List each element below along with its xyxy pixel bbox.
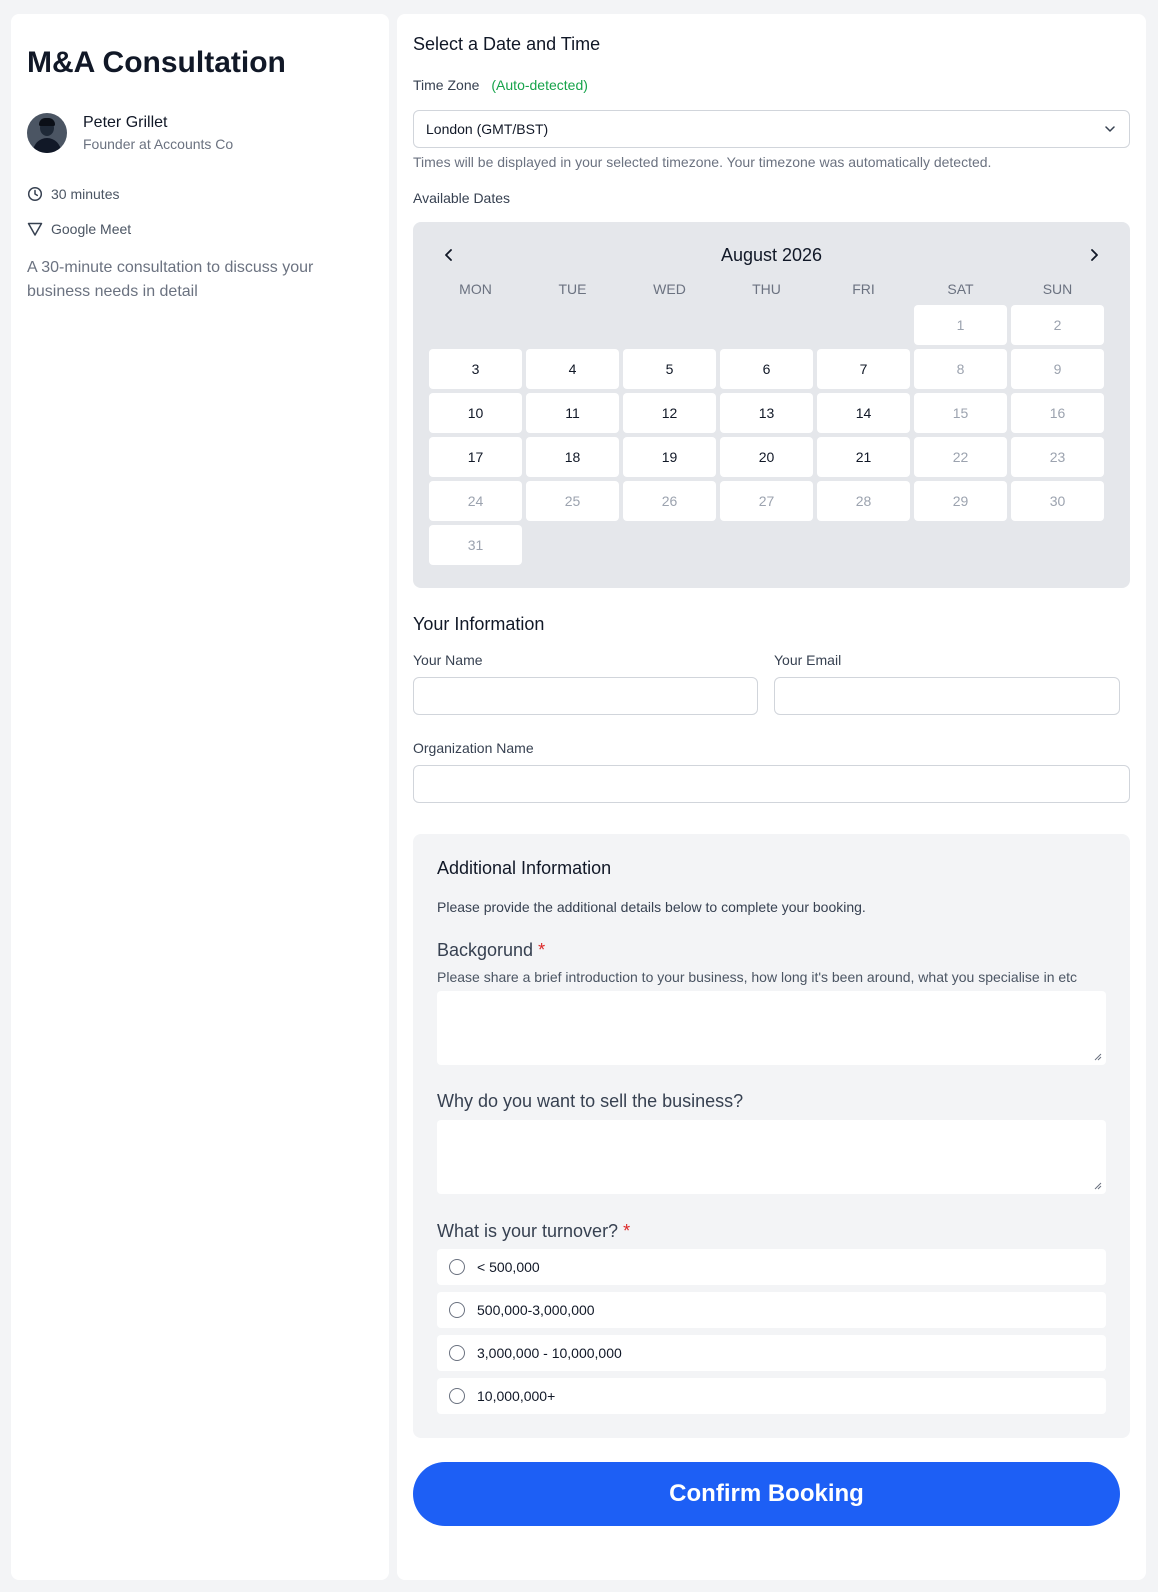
datetime-heading: Select a Date and Time	[413, 34, 601, 54]
background-textarea[interactable]	[437, 991, 1106, 1065]
duration-text: 30 minutes	[51, 186, 120, 202]
turnover-label: What is your turnover?	[437, 1221, 619, 1241]
weekday-thu: THU	[752, 281, 781, 297]
your-information-heading: Your Information	[413, 614, 545, 634]
weekday-sun: SUN	[1042, 281, 1073, 297]
calendar-day-29: 29	[914, 481, 1007, 521]
weekday-wed: WED	[653, 281, 686, 297]
calendar-day-11[interactable]: 11	[526, 393, 619, 433]
additional-information-section	[413, 834, 1130, 1438]
timezone-value: London (GMT/BST)	[426, 121, 549, 137]
calendar-day-18[interactable]: 18	[526, 437, 619, 477]
avatar	[27, 113, 67, 153]
organization-input[interactable]	[413, 765, 1130, 803]
weekday-mon: MON	[459, 281, 492, 297]
calendar-day-28: 28	[817, 481, 910, 521]
radio-button[interactable]	[449, 1302, 465, 1318]
why-sell-question	[437, 1091, 1106, 1112]
calendar-day-9: 9	[1011, 349, 1104, 389]
event-details-panel	[11, 14, 389, 1580]
name-label: Your Name	[413, 652, 483, 668]
name-input[interactable]	[413, 677, 758, 715]
weekday-header	[429, 281, 1114, 297]
email-label: Your Email	[774, 652, 842, 668]
host-info	[27, 113, 373, 153]
turnover-option[interactable]	[437, 1335, 1106, 1371]
resize-grip-icon[interactable]	[1092, 1051, 1102, 1061]
calendar-day-6[interactable]: 6	[720, 349, 813, 389]
chevron-down-icon	[1103, 122, 1117, 136]
turnover-option-label: 3,000,000 - 10,000,000	[477, 1345, 622, 1361]
resize-grip-icon[interactable]	[1092, 1180, 1102, 1190]
additional-information-subtitle: Please provide the additional details below to complete your booking.	[437, 899, 866, 915]
chevron-right-icon	[1087, 248, 1101, 262]
calendar-empty-cell	[720, 305, 813, 345]
host-name: Peter Grillet	[83, 114, 168, 131]
calendar	[413, 222, 1130, 588]
auto-detected-label: (Auto-detected)	[491, 77, 588, 93]
confirm-booking-button[interactable]: Confirm Booking	[413, 1462, 1120, 1526]
next-month-button[interactable]	[1084, 245, 1104, 265]
calendar-day-24: 24	[429, 481, 522, 521]
calendar-empty-cell	[526, 305, 619, 345]
duration-row	[27, 186, 373, 202]
why-sell-textarea[interactable]	[437, 1120, 1106, 1194]
why-sell-label: Why do you want to sell the business?	[437, 1091, 744, 1111]
calendar-day-15: 15	[914, 393, 1007, 433]
additional-information-heading: Additional Information	[437, 858, 612, 878]
calendar-day-27: 27	[720, 481, 813, 521]
timezone-label: Time Zone	[413, 77, 480, 93]
calendar-day-26: 26	[623, 481, 716, 521]
calendar-day-14[interactable]: 14	[817, 393, 910, 433]
turnover-option-label: < 500,000	[477, 1259, 540, 1275]
calendar-day-25: 25	[526, 481, 619, 521]
chevron-left-icon	[442, 248, 456, 262]
calendar-day-23: 23	[1011, 437, 1104, 477]
calendar-day-20[interactable]: 20	[720, 437, 813, 477]
turnover-option-label: 500,000-3,000,000	[477, 1302, 595, 1318]
host-role: Founder at Accounts Co	[83, 136, 234, 152]
calendar-day-1: 1	[914, 305, 1007, 345]
weekday-fri: FRI	[852, 281, 875, 297]
organization-label: Organization Name	[413, 740, 534, 756]
calendar-empty-cell	[623, 305, 716, 345]
turnover-option[interactable]	[437, 1378, 1106, 1414]
background-question	[437, 940, 1106, 961]
calendar-day-12[interactable]: 12	[623, 393, 716, 433]
calendar-day-2: 2	[1011, 305, 1104, 345]
timezone-select[interactable]	[413, 110, 1130, 148]
turnover-question	[437, 1221, 1106, 1242]
booking-form	[397, 14, 1146, 1580]
turnover-option[interactable]	[437, 1249, 1106, 1285]
timezone-hint: Times will be displayed in your selected timezone. Your timezone was automatically detected.	[413, 154, 992, 170]
calendar-empty-cell	[817, 305, 910, 345]
required-marker: *	[538, 940, 546, 960]
required-marker: *	[623, 1221, 631, 1241]
calendar-day-5[interactable]: 5	[623, 349, 716, 389]
calendar-day-13[interactable]: 13	[720, 393, 813, 433]
event-description: A 30-minute consultation to discuss your business needs in detail	[27, 259, 314, 300]
available-dates-label: Available Dates	[413, 190, 511, 206]
calendar-day-7[interactable]: 7	[817, 349, 910, 389]
calendar-day-17[interactable]: 17	[429, 437, 522, 477]
email-input[interactable]	[774, 677, 1120, 715]
clock-icon	[27, 186, 43, 202]
background-label: Backgorund	[437, 940, 534, 960]
radio-button[interactable]	[449, 1388, 465, 1404]
radio-button[interactable]	[449, 1259, 465, 1275]
event-title: M&A Consultation	[27, 46, 286, 79]
turnover-option[interactable]	[437, 1292, 1106, 1328]
calendar-day-19[interactable]: 19	[623, 437, 716, 477]
calendar-day-8: 8	[914, 349, 1007, 389]
background-hint: Please share a brief introduction to your business, how long it's been around, what you specialise in etc	[437, 969, 1078, 985]
calendar-day-21[interactable]: 21	[817, 437, 910, 477]
turnover-option-label: 10,000,000+	[477, 1388, 556, 1404]
calendar-day-10[interactable]: 10	[429, 393, 522, 433]
calendar-day-31: 31	[429, 525, 522, 565]
weekday-tue: TUE	[558, 281, 587, 297]
calendar-day-16: 16	[1011, 393, 1104, 433]
turnover-options	[437, 1249, 1106, 1414]
calendar-day-30: 30	[1011, 481, 1104, 521]
calendar-day-3[interactable]: 3	[429, 349, 522, 389]
calendar-empty-cell	[429, 305, 522, 345]
location-row	[27, 221, 373, 237]
location-text: Google Meet	[51, 221, 132, 237]
calendar-month: August 2026	[720, 244, 823, 265]
weekday-sat: SAT	[947, 281, 974, 297]
calendar-day-22: 22	[914, 437, 1007, 477]
calendar-grid	[429, 305, 1114, 565]
prev-month-button[interactable]	[439, 245, 459, 265]
calendar-day-4[interactable]: 4	[526, 349, 619, 389]
video-triangle-icon	[27, 221, 43, 237]
radio-button[interactable]	[449, 1345, 465, 1361]
